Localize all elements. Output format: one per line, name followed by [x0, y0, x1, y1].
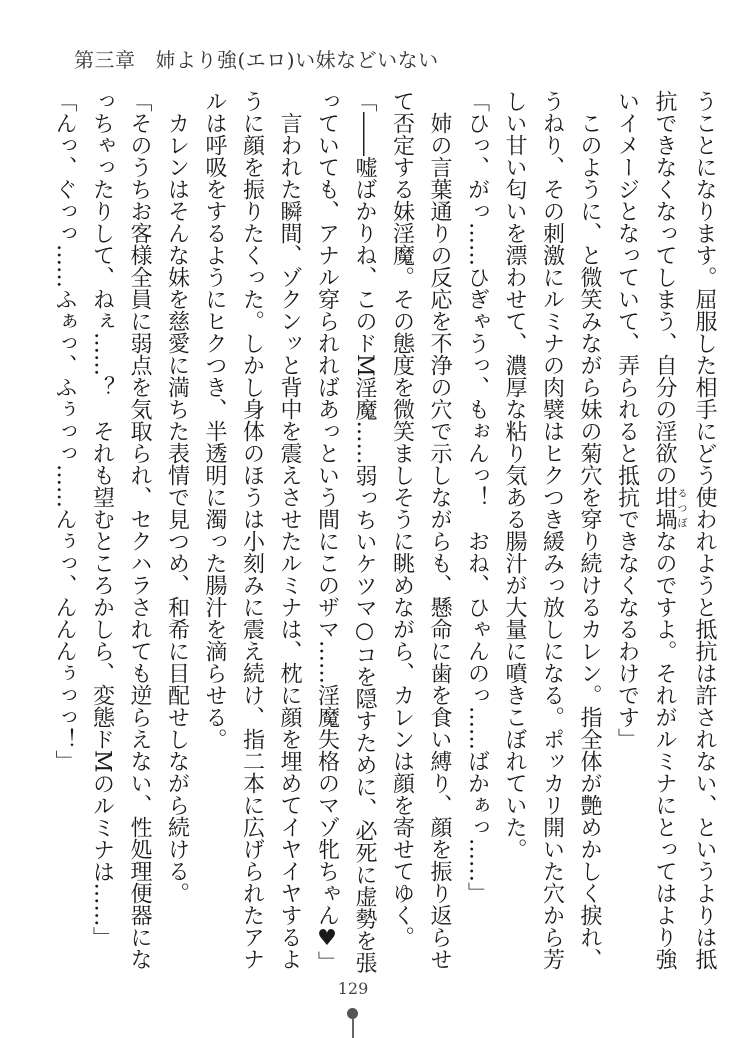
page-ornament-line — [352, 1018, 354, 1038]
text-line: しい甘い匂いを漂わせて、濃厚な粘り気ある腸汁が大量に噴きこぼれていた。 — [502, 90, 527, 860]
text-line: カレンはそんな妹を慈愛に満ちた表情で見つめ、和希に目配せしながら続ける。 — [164, 90, 190, 904]
text-line: 「――嘘ばかりね、このドM淫魔……弱っちいケツマ○コを隠すために、必死に虚勢を張 — [352, 90, 377, 974]
text-line: ルは呼吸をするようにヒクつき、半透明に濁った腸汁を滴らせる。 — [202, 90, 227, 750]
page-number: 129 — [337, 979, 369, 998]
text-segment: なのですよ。それがルミナにとってはより強 — [652, 530, 677, 970]
chapter-number: 第三章 — [74, 48, 136, 72]
ruby-reading: るつぼ — [675, 486, 686, 530]
running-header — [74, 44, 439, 73]
text-line: て否定する妹淫魔。その態度を微笑ましそうに眺めながら、カレンは顔を寄せてゆく。 — [389, 90, 415, 948]
ruby-base: 坩堝 — [652, 486, 677, 530]
text-segment: 抗できなくなってしまう、自分の淫欲の — [652, 90, 677, 486]
text-line: 「ひっ、がっ……ひぎゃうっ、もぉんっ！ おね、ひゃんのっ……ばかぁっ……」 — [464, 90, 490, 904]
body-text — [46, 90, 724, 974]
text-line: 「んっ、ぐっっ……ふぁっ、ふぅっっ……んぅっ、んんんぅっっ！」 — [52, 90, 77, 772]
chapter-title: 姉より強(エロ)い妹などいない — [155, 48, 439, 72]
text-line: っていても、アナル穿られればあっという間にこのザマ……淫魔失格のマゾ牝ちゃん♥」 — [314, 90, 340, 973]
text-line: このように、と微笑みながら妹の菊穴を穿り続けるカレン。指全体が艶めかしく捩れ、 — [577, 90, 602, 970]
text-line: 言われた瞬間、ゾクンッと背中を震えさせたルミナは、枕に顔を埋めてイヤイヤするよ — [277, 90, 302, 970]
text-line: うことになります。屈服した相手にどう使われようと抵抗は許されない、というよりは抵 — [692, 90, 717, 970]
text-line: うねり、その刺激にルミナの肉襞はヒクつき緩みっ放しになる。ポッカリ開いた穴から芳 — [539, 90, 565, 970]
text-line: うに顔を振りたくった。しかし身体のほうは小刻みに震え続け、指二本に広げられたアナ — [239, 90, 265, 970]
text-line: 「そのうちお客様全員に弱点を気取られ、セクハラされても逆らえない、性処理便器にな — [127, 90, 152, 970]
ruby-word — [652, 486, 686, 530]
text-line: っちゃったりして、ねぇ……？ それも望むところかしら、変態ドMのルミナは……」 — [89, 90, 115, 949]
text-line — [646, 90, 686, 974]
text-line: 姉の言葉通りの反応を不浄の穴で示しながらも、懸命に歯を食い縛り、顔を振り返らせ — [427, 90, 452, 970]
text-line: いイメージとなっていて、弄られると抵抗できなくなるわけです」 — [614, 90, 640, 750]
